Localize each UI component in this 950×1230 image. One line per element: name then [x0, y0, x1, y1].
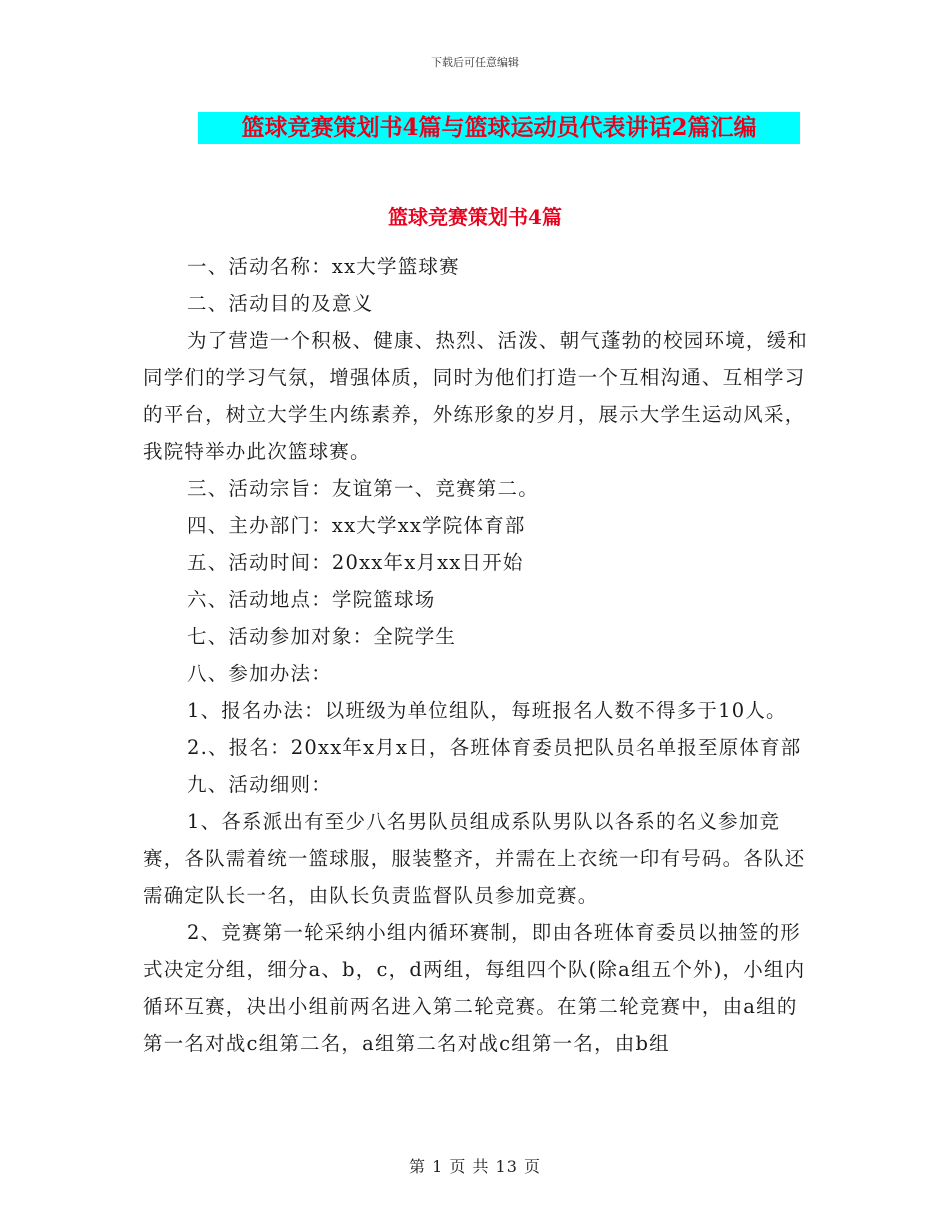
paragraph-registration-method: 1、报名办法：以班级为单位组队，每班报名人数不得多于10人。	[187, 699, 787, 722]
paragraph-rules-heading: 九、活动细则：	[187, 773, 332, 796]
header-note: 下载后可任意编辑	[431, 56, 519, 69]
paragraph-rule-1: 1、各系派出有至少八名男队员组成系队男队以各系的名义参加竞赛，各队需着统一篮球服，服装整齐，并需在上衣统一印有号码。各队还需确定队长一名，由队长负责监督队员参加竞赛。	[143, 810, 806, 907]
paragraph-organizer: 四、主办部门：xx大学xx学院体育部	[187, 514, 526, 537]
paragraph-tenet: 三、活动宗旨：友谊第一、竞赛第二。	[187, 477, 539, 500]
paragraph-rule-2: 2、竞赛第一轮采纳小组内循环赛制，即由各班体育委员以抽签的形式决定分组，细分a、b，c，d两组，每组四个队(除a组五个外)，小组内循环互赛，决出小组前两名进入第二轮竞赛。在第二轮竞赛中，由a组的第一名对战c组第二名，a组第二名对战c组第一名，由b组	[143, 921, 806, 1055]
section-title: 篮球竞赛策划书4篇	[388, 205, 562, 229]
paragraph-registration: 2.、报名：20xx年x月x日，各班体育委员把队员名单报至原体育部	[187, 736, 802, 759]
paragraph-activity-name: 一、活动名称：xx大学篮球赛	[187, 255, 460, 278]
paragraph-method-heading: 八、参加办法：	[187, 662, 332, 685]
document-body	[143, 248, 811, 1062]
paragraph-time: 五、活动时间：20xx年x月xx日开始	[187, 551, 524, 574]
paragraph-participants: 七、活动参加对象：全院学生	[187, 625, 457, 648]
paragraph-location: 六、活动地点：学院篮球场	[187, 588, 436, 611]
main-title: 篮球竞赛策划书4篇与篮球运动员代表讲话2篇汇编	[241, 114, 757, 141]
page-number: 第 1 页 共 13 页	[409, 1157, 541, 1176]
paragraph-purpose-text: 为了营造一个积极、健康、热烈、活泼、朝气蓬勃的校园环境，缓和同学们的学习气氛，增强体质，同时为他们打造一个互相沟通、互相学习的平台，树立大学生内练素养，外练形象的岁月，展示大学生运动风采，我院特举办此次篮球赛。	[143, 329, 809, 463]
paragraph-purpose-heading: 二、活动目的及意义	[187, 292, 374, 315]
